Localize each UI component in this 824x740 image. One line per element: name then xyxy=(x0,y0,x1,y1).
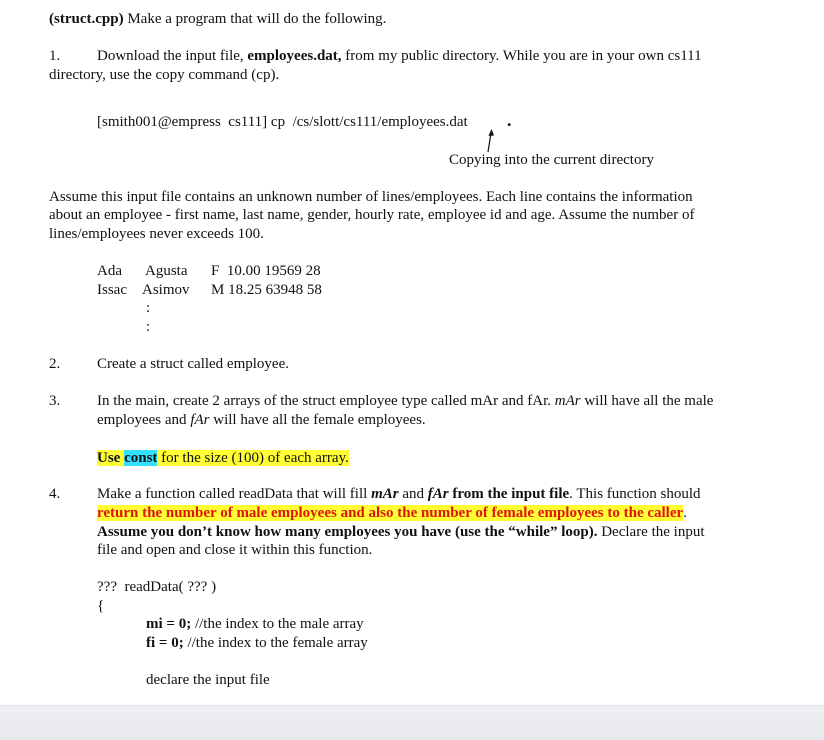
sample-last-1: Agusta xyxy=(145,263,188,279)
item4-line1 xyxy=(97,485,701,503)
sample-first-2: Issac xyxy=(97,282,127,298)
sample-rest-1: F 10.00 19569 28 xyxy=(211,263,321,279)
assume-line-2: about an employee - first name, last name, gender, hourly rate, employee id and age. Assume the number of xyxy=(49,207,695,223)
fi-comment: //the index to the female array xyxy=(183,635,368,651)
item-number-4: 4. xyxy=(49,486,61,502)
sample-last-2: Asimov xyxy=(142,282,190,298)
fi-line xyxy=(146,634,368,652)
item3-line1 xyxy=(97,392,713,410)
assignment-title xyxy=(49,10,386,28)
item3-text-d: will have all the female employees. xyxy=(209,412,426,428)
item4-line4: file and open and close it within this function. xyxy=(97,542,373,558)
sample-rest-2: M 18.25 63948 58 xyxy=(211,282,322,298)
mi-line xyxy=(146,615,364,633)
mi-comment: //the index to the male array xyxy=(191,616,364,632)
item4-return-requirement: return the number of male employees and also the number of female employees to the caller xyxy=(97,505,684,521)
annotation-text: Copying into the current directory xyxy=(449,152,654,168)
sample-first-1: Ada xyxy=(97,263,122,279)
item4-line3 xyxy=(97,523,705,541)
title-text: Make a program that will do the following. xyxy=(123,11,387,27)
fi-init: fi = 0; xyxy=(146,635,184,651)
function-signature: ??? readData( ??? ) xyxy=(97,579,217,595)
item4-text-a: Make a function called readData that will fill xyxy=(97,486,372,502)
item4-far: fAr xyxy=(427,486,449,502)
ellipsis-1: : xyxy=(146,300,151,316)
item4-line2 xyxy=(97,504,687,522)
item1-text-b: from my public directory. While you are in your own cs111 xyxy=(341,48,702,64)
item1-line1 xyxy=(97,47,702,65)
item1-text-a: Download the input file, xyxy=(97,48,248,64)
use-const-line xyxy=(97,449,349,467)
item-number-1: 1. xyxy=(49,48,61,64)
use-const-text: for the size (100) of each array. xyxy=(157,450,349,466)
item4-declare-text: Declare the input xyxy=(597,524,705,540)
mi-init: mi = 0; xyxy=(146,616,192,632)
item3-text-c: employees and xyxy=(97,412,191,428)
copy-command: [smith001@empress cs111] cp /cs/slott/cs111/employees.dat xyxy=(97,114,468,130)
viewer-bottom-band xyxy=(0,705,824,740)
ellipsis-2: : xyxy=(146,319,151,335)
item2-text: Create a struct called employee. xyxy=(97,356,289,372)
assume-line-3: lines/employees never exceeds 100. xyxy=(49,226,264,242)
use-word: Use xyxy=(97,450,121,466)
item4-assume-bold: Assume you don’t know how many employees you have (use the “while” loop). xyxy=(97,524,598,540)
const-keyword: const xyxy=(124,450,158,466)
item3-text-b: will have all the male xyxy=(580,393,714,409)
title-filename: (struct.cpp) xyxy=(49,11,124,27)
item-number-2: 2. xyxy=(49,356,61,372)
open-brace: { xyxy=(97,598,105,614)
assume-line-1: Assume this input file contains an unknown number of lines/employees. Each line contains the information xyxy=(49,189,693,205)
item1-filename: employees.dat, xyxy=(247,48,342,64)
item4-period: . xyxy=(683,505,687,521)
item1-line2: directory, use the copy command (cp). xyxy=(49,67,280,83)
item3-mar: mAr xyxy=(554,393,581,409)
command-dot: . xyxy=(507,110,512,130)
item4-text-b: and xyxy=(398,486,428,502)
item4-from-input: from the input file xyxy=(448,486,570,502)
item3-text-a: In the main, create 2 arrays of the struct employee type called mAr and fAr. xyxy=(97,393,555,409)
item4-mar: mAr xyxy=(371,486,399,502)
item-number-3: 3. xyxy=(49,393,61,409)
item3-line2 xyxy=(97,411,426,429)
declare-line: declare the input file xyxy=(146,672,270,688)
item4-text-c: . This function should xyxy=(569,486,701,502)
item3-far: fAr xyxy=(190,412,210,428)
